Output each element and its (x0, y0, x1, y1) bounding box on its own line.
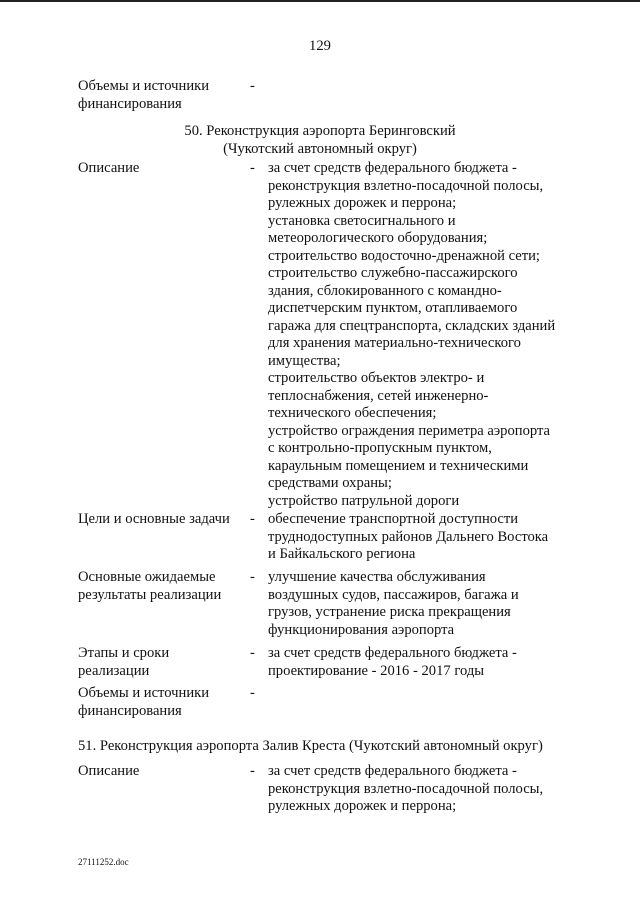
section-50-row-results (0, 569, 640, 639)
row-label: Описание (78, 763, 140, 779)
footer-filename: 27111252.doc (78, 857, 129, 867)
row-dash: - (250, 569, 255, 585)
page-top-edge (0, 0, 640, 2)
page-number: 129 (309, 38, 331, 54)
section-51-row-description (0, 763, 640, 816)
section-50-title: 50. Реконструкция аэропорта Беринговский (Чукотский автономный округ) (184, 123, 456, 157)
row-value: за счет средств федерального бюджета - реконструкция взлетно-посадочной полосы, рулежных дорожек и перрона; установка светосигнального и метеорологического оборудования; строительство водосточно-дренажной сети; строительство служебно-пассажирского здания, сблокированного с командно- диспетчерским пунктом, отапливаемого гаража для спецтранспорта, складских зданий для хранения материально-технического имущества; строительство объектов электро- и теплоснабжения, сетей инженерно- технического обеспечения; устройство ограждения периметра аэропорта с контрольно-пропускным пунктом, караульным помещением и техническими средствами охраны; устройство патрульной дороги (268, 160, 556, 509)
row-dash: - (250, 511, 255, 527)
row-dash: - (250, 78, 255, 94)
row-label: Объемы и источники финансирования (78, 685, 210, 719)
section-50-row-stages (0, 645, 640, 680)
section-50-row-goals (0, 511, 640, 564)
row-value: обеспечение транспортной доступности труднодоступных районов Дальнего Востока и Байкальского региона (268, 511, 549, 562)
row-dash: - (250, 685, 255, 701)
row-label: Объемы и источники финансирования (78, 78, 210, 112)
row-dash: - (250, 763, 255, 779)
row-value: улучшение качества обслуживания воздушных судов, пассажиров, багажа и грузов, устранение риска прекращения функционирования аэропорта (268, 569, 519, 638)
row-dash: - (250, 645, 255, 661)
row-label: Цели и основные задачи (78, 511, 230, 527)
row-value: за счет средств федерального бюджета - проектирование - 2016 - 2017 годы (268, 645, 517, 679)
row-dash: - (250, 160, 255, 176)
section-51-title: 51. Реконструкция аэропорта Залив Креста (Чукотский автономный округ) (78, 738, 543, 754)
row-label: Описание (78, 160, 140, 176)
row-label: Основные ожидаемые результаты реализации (78, 569, 222, 603)
row-label: Этапы и сроки реализации (78, 645, 170, 679)
row-value: за счет средств федерального бюджета - реконструкция взлетно-посадочной полосы, рулежных дорожек и перрона; (268, 763, 544, 814)
section-50-row-description (0, 160, 640, 510)
